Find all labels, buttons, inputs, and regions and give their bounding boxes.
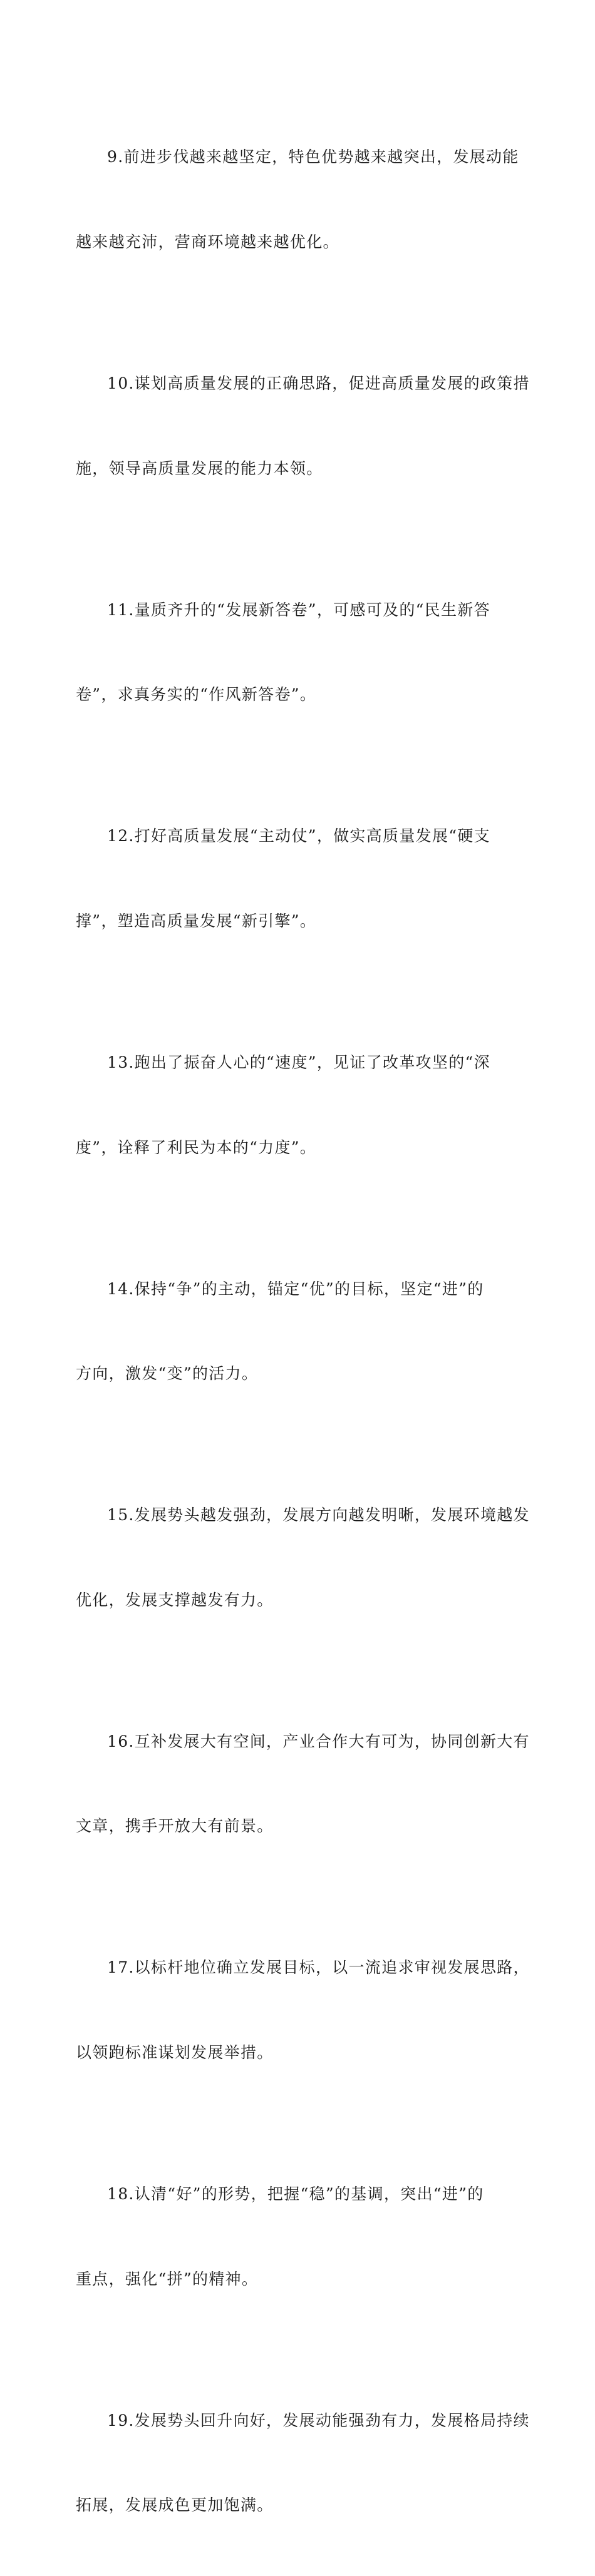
list-item-9 — [76, 86, 519, 313]
item-line-2: 卷”，求真务实的“作风新答卷”。 — [76, 685, 317, 704]
list-item-19 — [76, 2349, 530, 2576]
item-line-1: 15.发展势头越发强劲，发展方向越发明晰，发展环境越发 — [107, 1506, 530, 1525]
item-line-2: 施，领导高质量发展的能力本领。 — [76, 459, 323, 478]
item-line-2: 文章，携手开放大有前景。 — [76, 1817, 274, 1836]
list-item-18 — [76, 2124, 515, 2350]
item-line-1: 11.量质齐升的“发展新答卷”，可感可及的“民生新答 — [107, 600, 490, 619]
item-line-2: 撑”，塑造高质量发展“新引擎”。 — [76, 911, 317, 930]
item-line-1: 10.谋划高质量发展的正确思路，促进高质量发展的政策措 — [107, 374, 530, 393]
list-item-11 — [76, 539, 515, 765]
item-line-2: 度”，诠释了利民为本的“力度”。 — [76, 1138, 317, 1157]
document-body — [76, 86, 530, 2576]
item-line-1: 9.前进步伐越来越坚定，特色优势越来越突出，发展动能 — [107, 148, 519, 166]
list-item-17 — [76, 1897, 530, 2124]
list-item-14 — [76, 1218, 515, 1444]
item-line-1: 16.互补发展大有空间，产业合作大有可为，协同创新大有 — [107, 1732, 530, 1751]
item-line-1: 12.打好高质量发展“主动仗”，做实高质量发展“硬支 — [107, 827, 490, 846]
item-line-2: 越来越充沛，营商环境越来越优化。 — [76, 233, 339, 252]
item-line-2: 拓展，发展成色更加饱满。 — [76, 2496, 274, 2515]
list-item-13 — [76, 992, 515, 1219]
list-item-16 — [76, 1670, 530, 1897]
item-line-2: 重点，强化“拼”的精神。 — [76, 2269, 259, 2288]
item-line-2: 优化，发展支撑越发有力。 — [76, 1590, 274, 1609]
item-line-1: 19.发展势头回升向好，发展动能强劲有力，发展格局持续 — [107, 2411, 530, 2430]
list-item-12 — [76, 765, 515, 992]
list-item-15 — [76, 1444, 530, 1671]
item-line-2: 以领跑标准谋划发展举措。 — [76, 2043, 274, 2062]
item-line-2: 方向，激发“变”的活力。 — [76, 1364, 259, 1383]
item-line-1: 13.跑出了振奋人心的“速度”，见证了改革攻坚的“深 — [107, 1053, 490, 1071]
list-item-10 — [76, 313, 530, 539]
item-line-1: 14.保持“争”的主动，锚定“优”的目标，坚定“进”的 — [107, 1279, 484, 1298]
item-line-1: 18.认清“好”的形势，把握“稳”的基调，突出“进”的 — [107, 2185, 484, 2204]
item-line-1: 17.以标杆地位确立发展目标，以一流追求审视发展思路， — [107, 1958, 530, 1977]
